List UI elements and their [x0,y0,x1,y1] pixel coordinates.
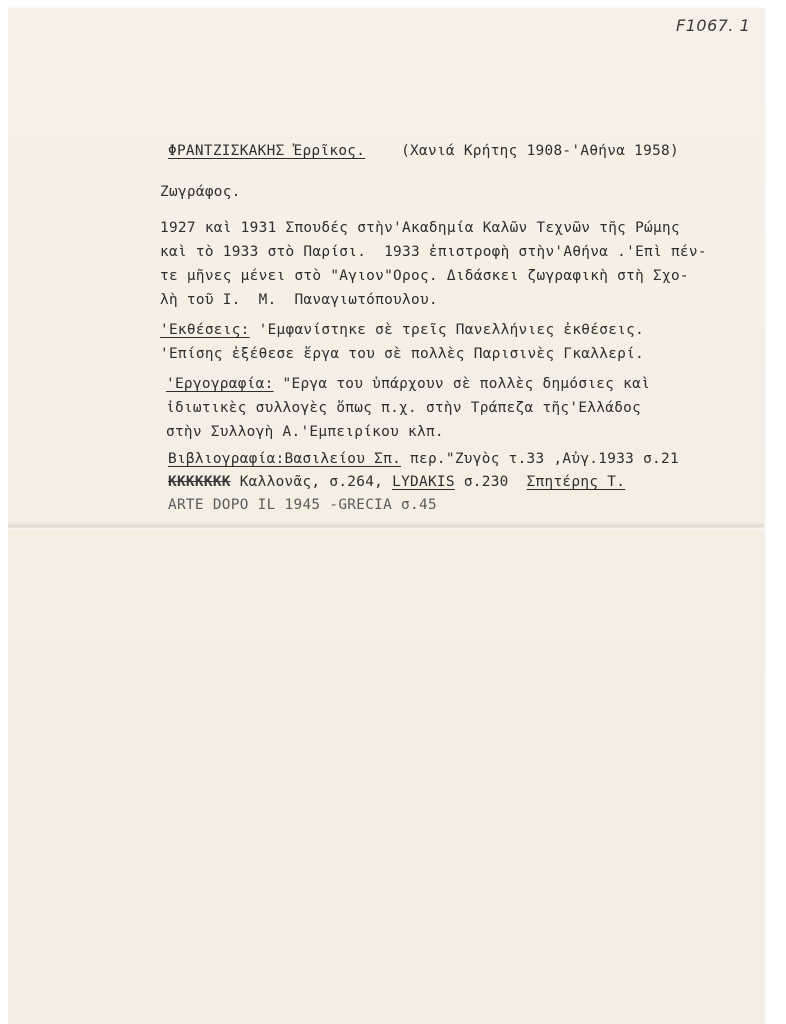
works-line-2: ἰδιωτικὲς συλλογὲς ὅπως π.χ. στὴν Τράπεζα τῆς'Ελλάδος [166,400,642,416]
works-text-1: "Εργα του ὑπάρχουν σὲ πολλὲς δημόσιες καὶ [273,376,651,392]
exhibitions-label: 'Εκθέσεις: [160,322,250,338]
struck-out-text: ΚΚΚΚΚΚΚ [168,474,231,490]
works-label: 'Εργογραφία: [166,376,274,392]
bibliography-line-3: ARTE DOPO IL 1945 -GRECIA σ.45 [168,497,437,513]
artist-name: ΦΡΑΝΤΖΙΣΚΑΚΗΣ Ἐρρῖκος. [168,143,366,159]
exhibitions-text-1: 'Εμφανίστηκε σὲ τρεῖς Πανελλήνιες ἐκθέσεις. [249,322,645,338]
artist-dates: (Χανιά Κρήτης 1908-'Αθήνα 1958) [401,143,679,159]
paper-sheet [8,8,764,1024]
profession: Ζωγράφος. [160,184,241,200]
heading-line [168,143,679,159]
bibliography-lydakis-page: σ.230 [454,474,527,490]
bio-line-2: καὶ τὸ 1933 στὸ Παρίσι. 1933 ἐπιστροφὴ στὴν'Αθήνα .'Επὶ πέν- [160,244,707,260]
works-line-1 [166,376,650,392]
exhibitions-line-1 [160,322,644,338]
bibliography-line-2 [168,474,625,490]
bibliography-label: Βιβλιογραφία: [168,451,285,467]
bibliography-lydakis: LYDAKIS [392,474,455,490]
bibliography-line-1 [168,451,679,467]
bibliography-spiteris: Σπητέρης Τ. [526,474,626,490]
works-line-3: στὴν Συλλογὴ Α.'Εμπειρίκου κλπ. [166,424,444,440]
bio-line-4: λὴ τοῦ Ι. Μ. Παναγιωτόπουλου. [160,292,438,308]
paper-fold [8,522,764,532]
bio-line-3: τε μῆνες μένει στὸ "Αγιον"Ορος. Διδάσκει ζωγραφικὴ στὴ Σχο- [160,268,689,284]
archive-reference-note: F1067. 1 [676,16,751,35]
bibliography-kallonas: Καλλονᾶς, σ.264, [230,474,393,490]
bibliography-ref-vasileiou: Βασιλείου Σπ. [284,451,402,467]
exhibitions-line-2: 'Επίσης ἐξέθεσε ἔργα του σὲ πολλὲς Παρισινὲς Γκαλλερί. [160,346,645,362]
bibliography-text-1: περ."Ζυγὸς τ.33 ,Αὐγ.1933 σ.21 [401,451,679,467]
bio-line-1: 1927 καὶ 1931 Σπουδές στὴν'Ακαδημία Καλῶν Τεχνῶν τῆς Ρώμης [160,220,680,236]
